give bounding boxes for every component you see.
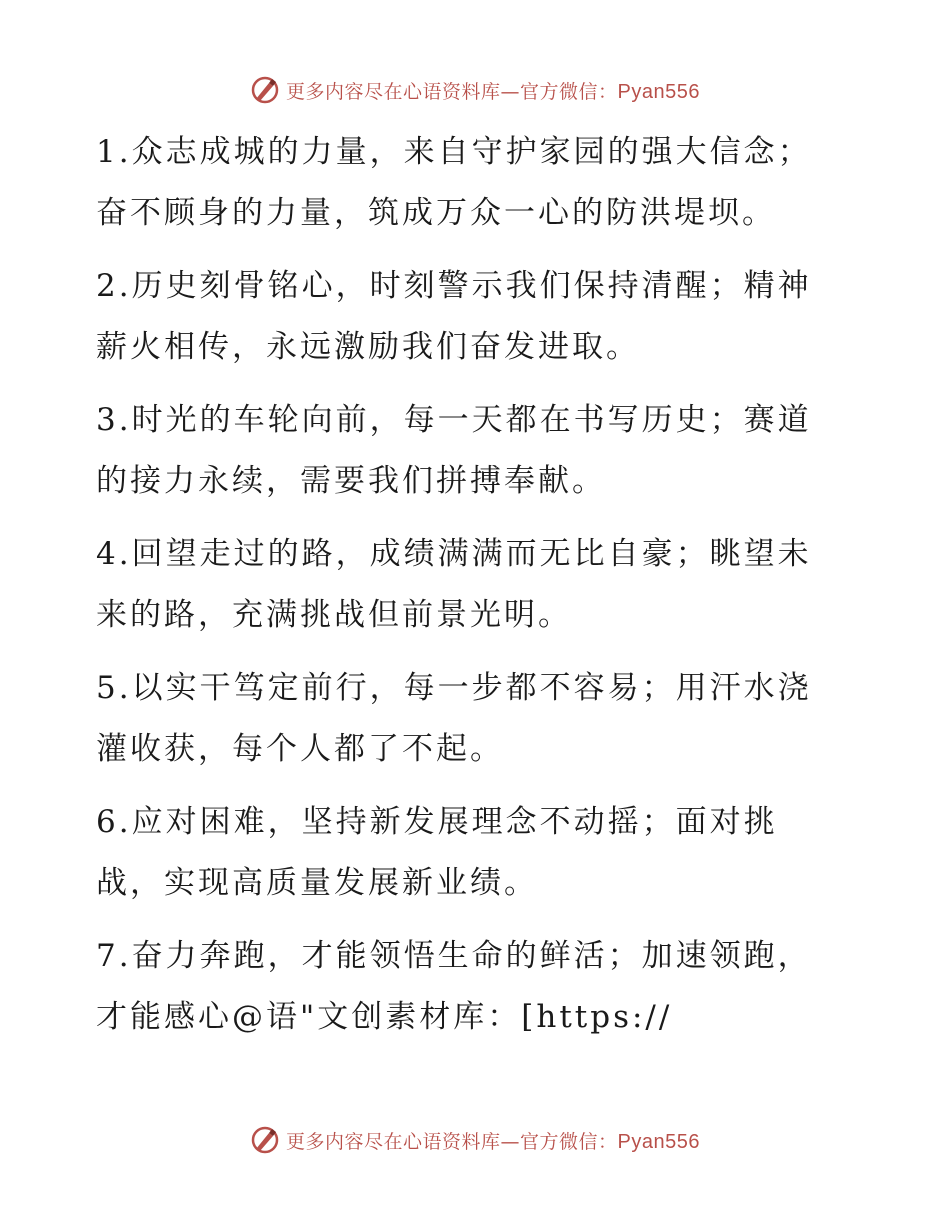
paragraph-line: 来的路，充满挑战但前景光明。 — [96, 597, 572, 633]
paragraph-line: 奋不顾身的力量，筑成万众一心的防洪堤坝。 — [96, 195, 776, 231]
watermark-text: 更多内容尽在心语资料库—官方微信：Pyan556 — [286, 80, 700, 103]
paragraph-2 — [96, 256, 836, 378]
watermark-text: 更多内容尽在心语资料库—官方微信：Pyan556 — [286, 1130, 700, 1153]
paragraph-line: 的接力永续，需要我们拼搏奉献。 — [96, 463, 606, 499]
watermark-wechat-id: Pyan556 — [617, 80, 700, 103]
paragraph-1 — [96, 122, 836, 244]
watermark-wechat-id: Pyan556 — [617, 1130, 700, 1153]
paragraph-6 — [96, 792, 836, 914]
paragraph-5 — [96, 658, 836, 780]
paragraph-line: 2.历史刻骨铭心，时刻警示我们保持清醒；精神 — [96, 268, 812, 304]
paragraph-line: 5.以实干笃定前行，每一步都不容易；用汗水浇 — [96, 670, 812, 706]
header-watermark — [0, 70, 950, 110]
paragraph-line: 才能感心@语"文创素材库：[https:// — [96, 999, 673, 1035]
paragraph-line: 4.回望走过的路，成绩满满而无比自豪；眺望未 — [96, 536, 812, 572]
document-body — [96, 122, 836, 1060]
pen-logo-icon — [250, 1125, 280, 1155]
paragraph-4 — [96, 524, 836, 646]
paragraph-line: 灌收获，每个人都了不起。 — [96, 731, 504, 767]
paragraph-line: 薪火相传，永远激励我们奋发进取。 — [96, 329, 640, 365]
pen-logo-icon — [250, 75, 280, 105]
paragraph-line: 1.众志成城的力量，来自守护家园的强大信念； — [96, 134, 812, 170]
paragraph-line: 3.时光的车轮向前，每一天都在书写历史；赛道 — [96, 402, 812, 438]
paragraph-7 — [96, 926, 836, 1048]
paragraph-line: 6.应对困难，坚持新发展理念不动摇；面对挑 — [96, 804, 778, 840]
paragraph-line: 战，实现高质量发展新业绩。 — [96, 865, 538, 901]
footer-watermark — [0, 1120, 950, 1160]
paragraph-line: 7.奋力奔跑，才能领悟生命的鲜活；加速领跑， — [96, 938, 812, 974]
paragraph-3 — [96, 390, 836, 512]
